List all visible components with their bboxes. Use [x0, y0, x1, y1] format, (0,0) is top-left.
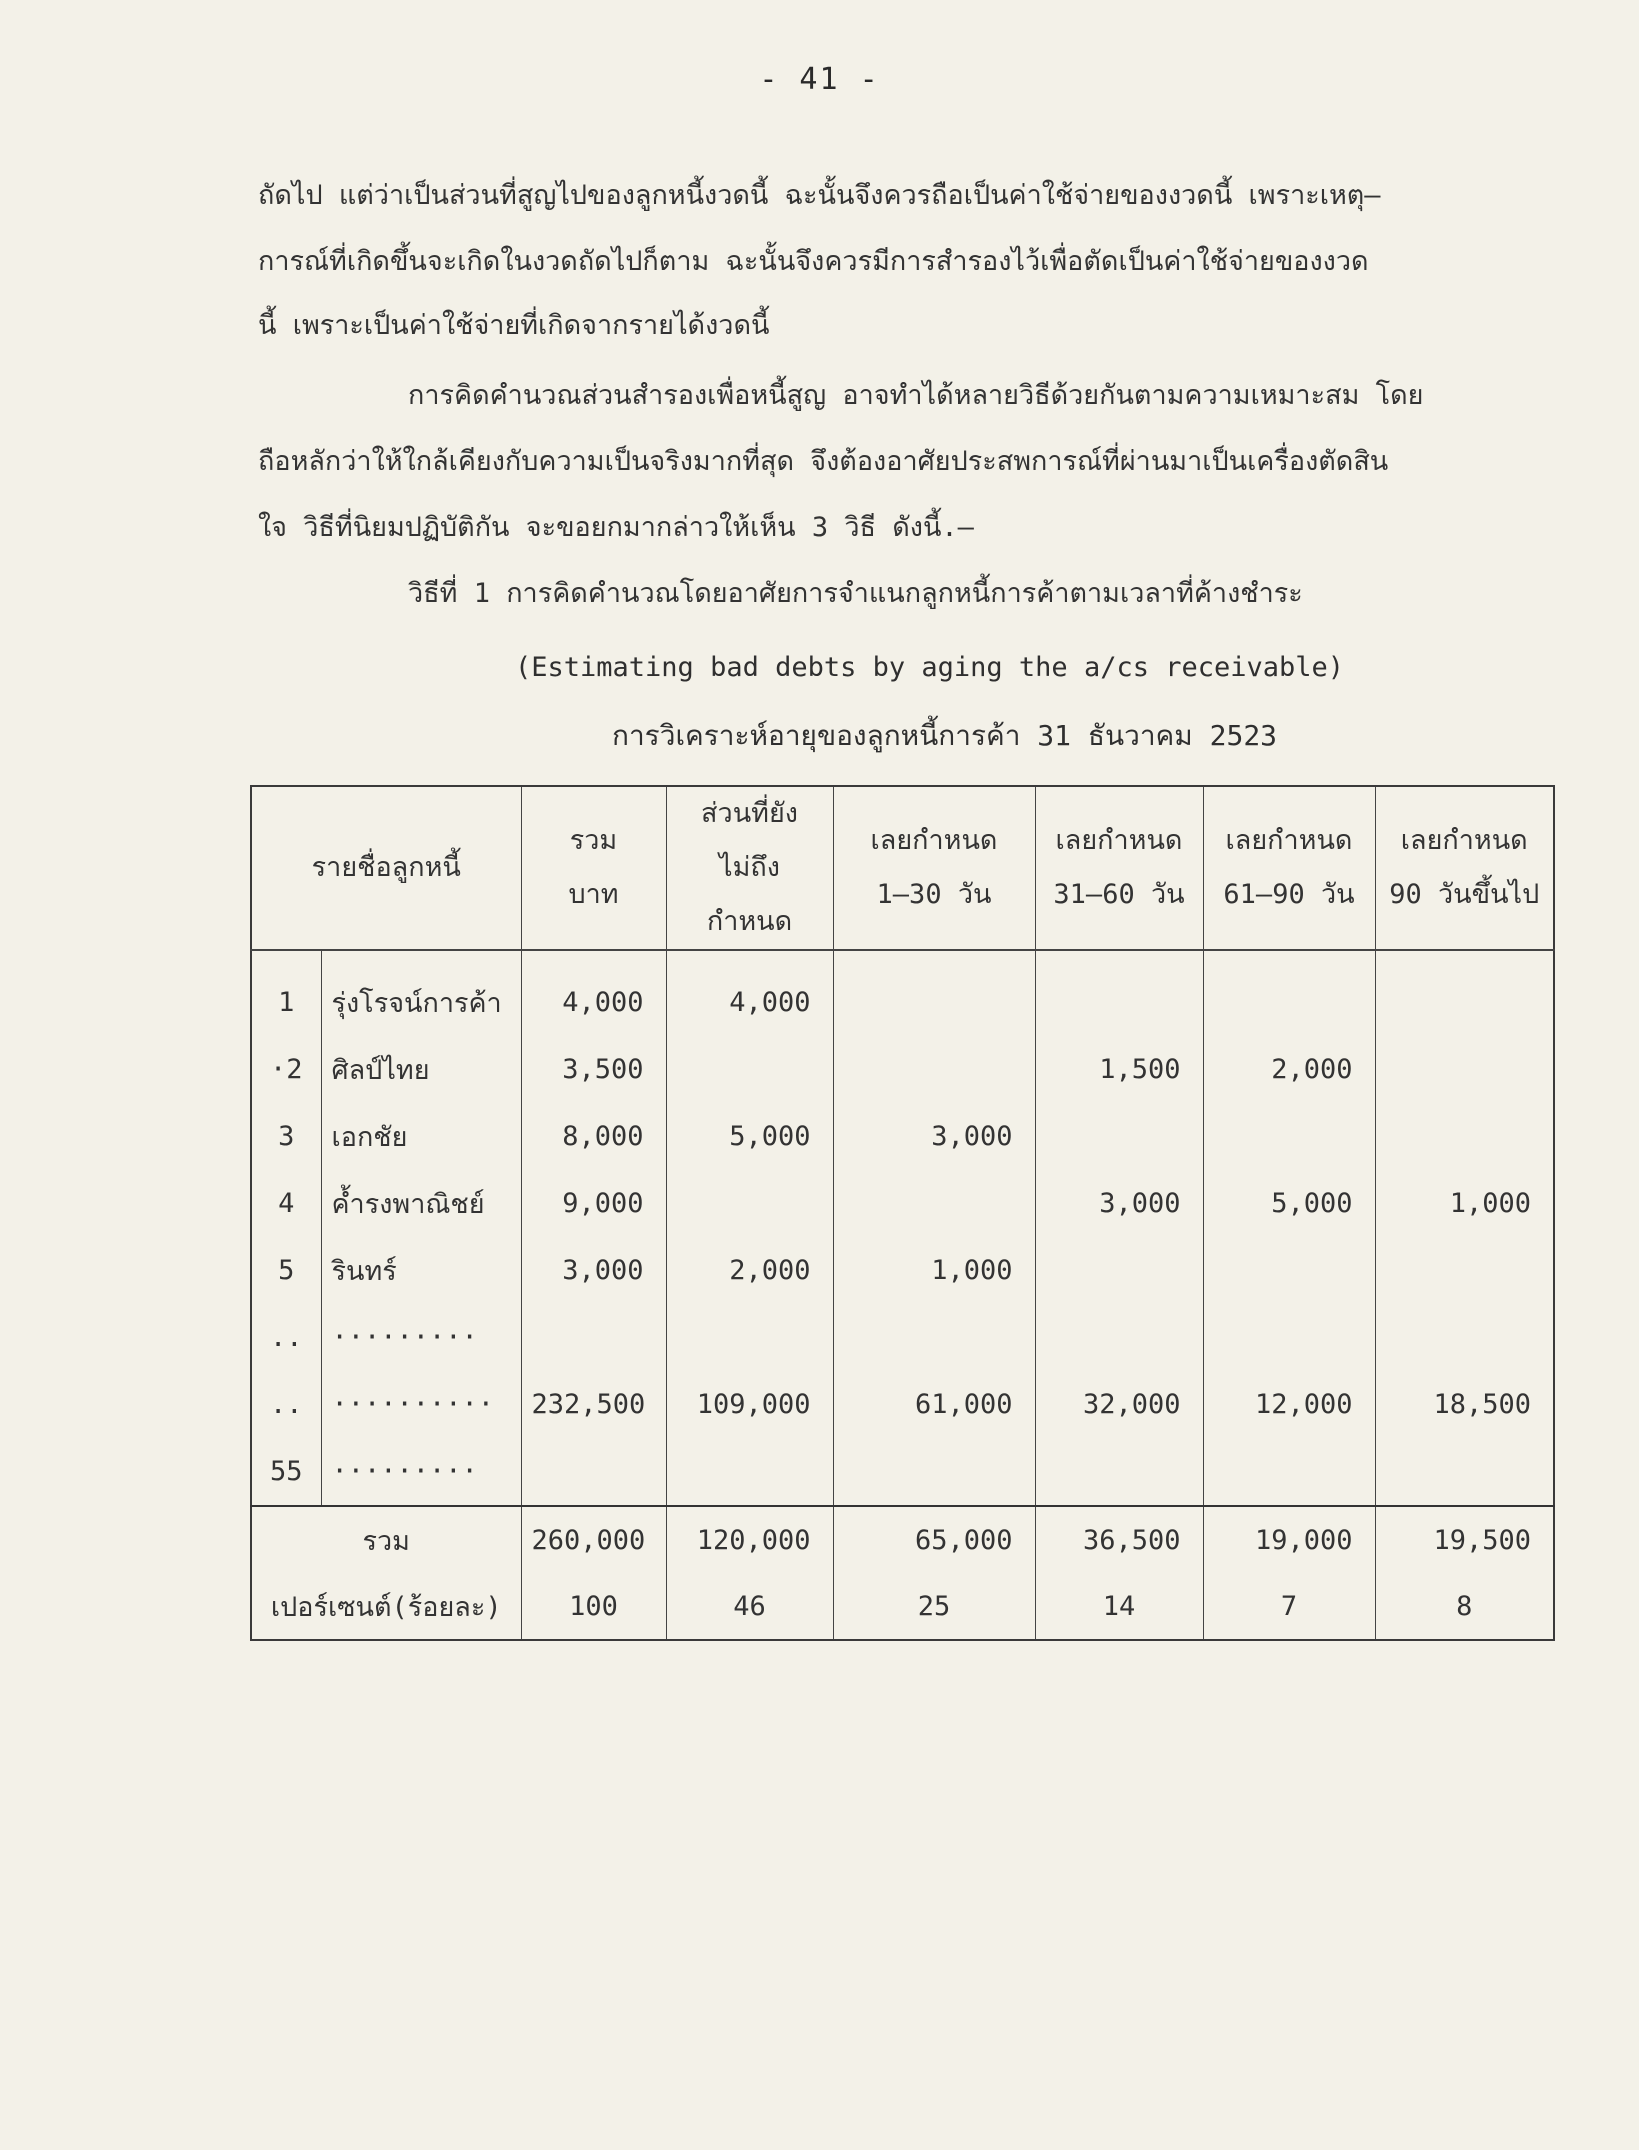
cell-61-90	[1203, 1237, 1375, 1304]
cell-61-90	[1203, 950, 1375, 1036]
method-heading: วิธีที่ 1 การคิดคำนวณโดยอาศัยการจำแนกลูกหนี้การค้าตามเวลาที่ค้างชำระ	[408, 578, 1303, 609]
cell-31-60	[1035, 1438, 1203, 1506]
debtor-name: ·········	[321, 1438, 521, 1506]
table-header-row	[251, 786, 1554, 950]
cell-1-30	[833, 1036, 1035, 1103]
header-31-60: เลยกำหนด 31–60 วัน	[1035, 786, 1203, 950]
cell-31-60	[1035, 1237, 1203, 1304]
cell-1-30	[833, 1304, 1035, 1371]
cell-not-due	[666, 1304, 833, 1371]
paragraph-line: ใจ วิธีที่นิยมปฏิบัติกัน จะขอยกมากล่าวให้เห็น 3 วิธี ดังนี้.–	[258, 512, 974, 543]
table-row	[251, 1438, 1554, 1506]
debtor-name: ค้ำรงพาณิชย์	[321, 1170, 521, 1237]
table-row	[251, 1371, 1554, 1438]
total-cell-31-60: 36,500	[1035, 1506, 1203, 1573]
table-row	[251, 1237, 1554, 1304]
cell-90-plus	[1375, 1438, 1554, 1506]
cell-not-due	[666, 1170, 833, 1237]
cell-90-plus	[1375, 950, 1554, 1036]
paragraph-line: การคิดคำนวณส่วนสำรองเพื่อหนี้สูญ อาจทำได้หลายวิธีด้วยกันตามความเหมาะสม โดย	[408, 380, 1424, 411]
row-index: 5	[251, 1237, 321, 1304]
cell-61-90: 12,000	[1203, 1371, 1375, 1438]
cell-not-due: 5,000	[666, 1103, 833, 1170]
cell-61-90: 5,000	[1203, 1170, 1375, 1237]
cell-not-due	[666, 1036, 833, 1103]
table-row	[251, 1170, 1554, 1237]
row-index: 4	[251, 1170, 321, 1237]
cell-1-30	[833, 1438, 1035, 1506]
cell-not-due: 4,000	[666, 950, 833, 1036]
cell-61-90	[1203, 1103, 1375, 1170]
cell-61-90	[1203, 1438, 1375, 1506]
table-row	[251, 1103, 1554, 1170]
cell-total: 232,500	[521, 1371, 666, 1438]
header-name: รายชื่อลูกหนี้	[251, 786, 521, 950]
header-1-30: เลยกำหนด 1–30 วัน	[833, 786, 1035, 950]
cell-31-60	[1035, 1103, 1203, 1170]
header-61-90: เลยกำหนด 61–90 วัน	[1203, 786, 1375, 950]
percent-cell-90-plus: 8	[1375, 1573, 1554, 1640]
debtor-name: ·········	[321, 1304, 521, 1371]
total-cell-61-90: 19,000	[1203, 1506, 1375, 1573]
cell-61-90	[1203, 1304, 1375, 1371]
cell-31-60	[1035, 950, 1203, 1036]
percent-cell-61-90: 7	[1203, 1573, 1375, 1640]
cell-total: 3,500	[521, 1036, 666, 1103]
paragraph-line: ถือหลักว่าให้ใกล้เคียงกับความเป็นจริงมากที่สุด จึงต้องอาศัยประสพการณ์ที่ผ่านมาเป็นเครื่องตัดสิน	[258, 446, 1389, 477]
row-index: ..	[251, 1371, 321, 1438]
cell-not-due: 2,000	[666, 1237, 833, 1304]
percent-cell-31-60: 14	[1035, 1573, 1203, 1640]
cell-total: 8,000	[521, 1103, 666, 1170]
cell-1-30: 3,000	[833, 1103, 1035, 1170]
cell-31-60: 1,500	[1035, 1036, 1203, 1103]
debtor-name: รุ่งโรจน์การค้า	[321, 950, 521, 1036]
percent-cell-not-due: 46	[666, 1573, 833, 1640]
paragraph-line: นี้ เพราะเป็นค่าใช้จ่ายที่เกิดจากรายได้งวดนี้	[258, 310, 770, 341]
header-90-plus: เลยกำหนด 90 วันขึ้นไป	[1375, 786, 1554, 950]
cell-1-30: 61,000	[833, 1371, 1035, 1438]
debtor-name: รินทร์	[321, 1237, 521, 1304]
row-index: ..	[251, 1304, 321, 1371]
percent-label: เปอร์เซนต์(ร้อยละ)	[251, 1573, 521, 1640]
total-cell-total: 260,000	[521, 1506, 666, 1573]
cell-not-due	[666, 1438, 833, 1506]
cell-90-plus	[1375, 1237, 1554, 1304]
cell-90-plus	[1375, 1103, 1554, 1170]
total-row	[251, 1506, 1554, 1573]
cell-1-30: 1,000	[833, 1237, 1035, 1304]
aging-table	[250, 785, 1555, 1641]
header-total: รวม บาท	[521, 786, 666, 950]
paragraph-line: ถัดไป แต่ว่าเป็นส่วนที่สูญไปของลูกหนี้งวดนี้ ฉะนั้นจึงควรถือเป็นค่าใช้จ่ายของงวดนี้ เพราะเหตุ–	[258, 180, 1381, 211]
cell-1-30	[833, 1170, 1035, 1237]
percent-row	[251, 1573, 1554, 1640]
table-row	[251, 950, 1554, 1036]
total-cell-1-30: 65,000	[833, 1506, 1035, 1573]
table-title: การวิเคราะห์อายุของลูกหนี้การค้า 31 ธันวาคม 2523	[612, 719, 1278, 752]
table-row	[251, 1036, 1554, 1103]
english-caption: (Estimating bad debts by aging the a/cs receivable)	[515, 652, 1345, 683]
row-index: 55	[251, 1438, 321, 1506]
row-index: 1	[251, 950, 321, 1036]
page-number: - 41 -	[759, 62, 880, 97]
cell-31-60	[1035, 1304, 1203, 1371]
total-cell-90-plus: 19,500	[1375, 1506, 1554, 1573]
cell-total	[521, 1438, 666, 1506]
debtor-name: ศิลป์ไทย	[321, 1036, 521, 1103]
header-not-due: ส่วนที่ยัง ไม่ถึงกำหนด	[666, 786, 833, 950]
cell-not-due: 109,000	[666, 1371, 833, 1438]
debtor-name: เอกชัย	[321, 1103, 521, 1170]
table-row	[251, 1304, 1554, 1371]
cell-90-plus: 18,500	[1375, 1371, 1554, 1438]
paragraph-line: การณ์ที่เกิดขึ้นจะเกิดในงวดถัดไปก็ตาม ฉะนั้นจึงควรมีการสำรองไว้เพื่อตัดเป็นค่าใช้จ่ายของงวด	[258, 246, 1369, 277]
cell-total: 3,000	[521, 1237, 666, 1304]
row-index: ·2	[251, 1036, 321, 1103]
cell-61-90: 2,000	[1203, 1036, 1375, 1103]
cell-90-plus	[1375, 1036, 1554, 1103]
total-cell-not-due: 120,000	[666, 1506, 833, 1573]
percent-cell-total: 100	[521, 1573, 666, 1640]
cell-31-60: 32,000	[1035, 1371, 1203, 1438]
cell-total: 9,000	[521, 1170, 666, 1237]
cell-90-plus	[1375, 1304, 1554, 1371]
cell-31-60: 3,000	[1035, 1170, 1203, 1237]
total-label: รวม	[251, 1506, 521, 1573]
cell-total: 4,000	[521, 950, 666, 1036]
row-index: 3	[251, 1103, 321, 1170]
cell-1-30	[833, 950, 1035, 1036]
cell-total	[521, 1304, 666, 1371]
percent-cell-1-30: 25	[833, 1573, 1035, 1640]
cell-90-plus: 1,000	[1375, 1170, 1554, 1237]
debtor-name: ··········	[321, 1371, 521, 1438]
